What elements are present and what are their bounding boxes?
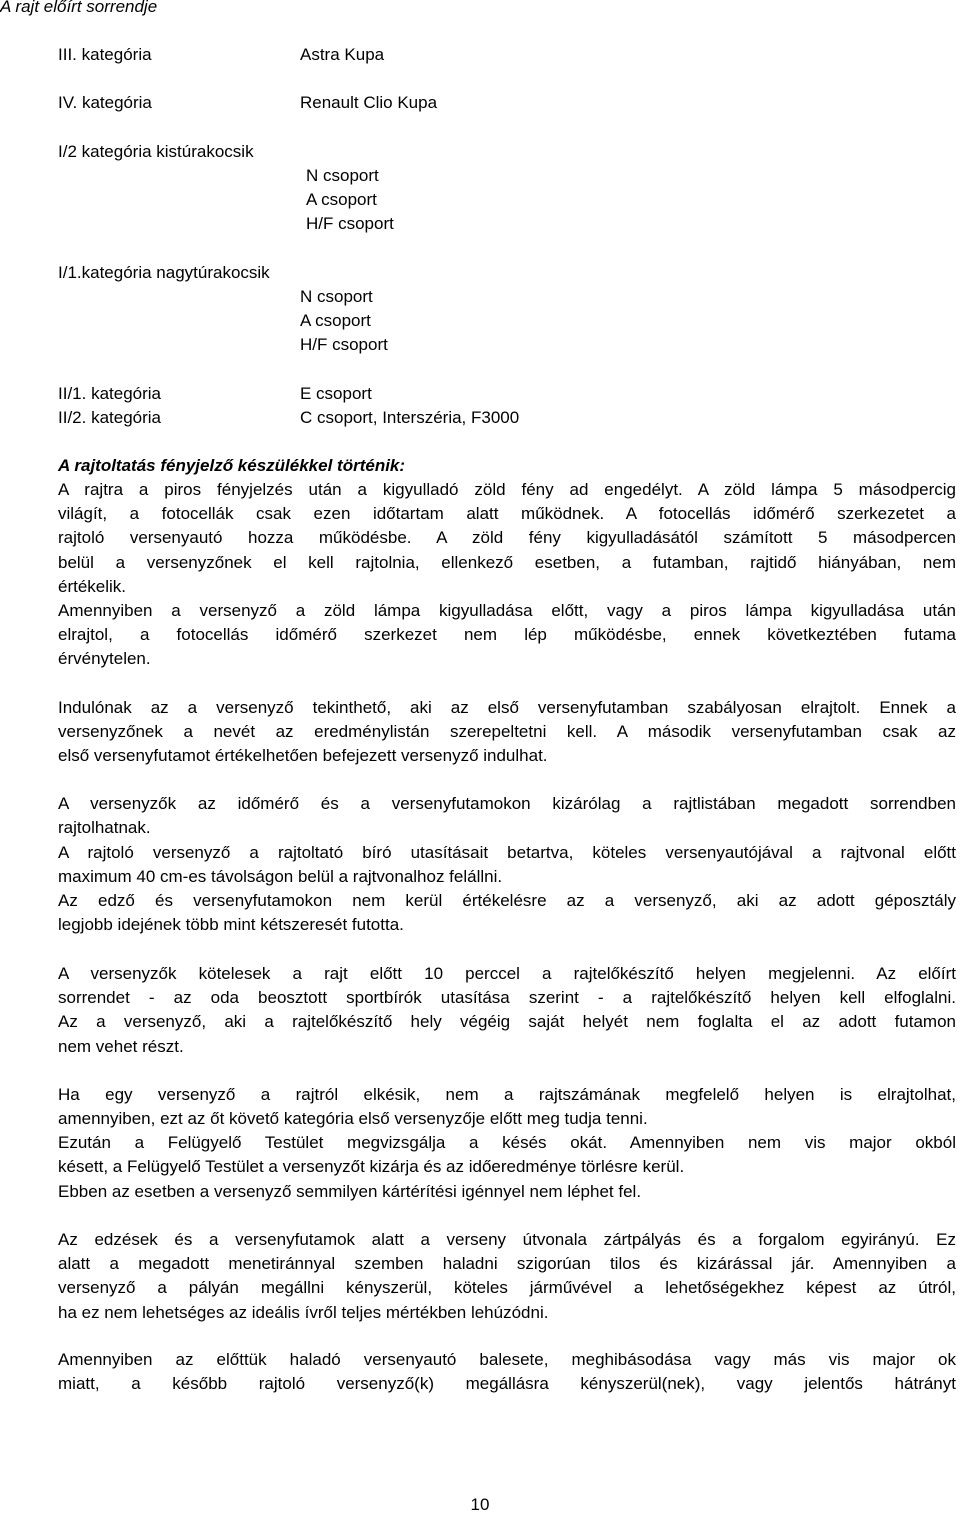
paragraph-line: ha ez nem lehetséges az ideális ívről teljes mértékben lehúzódni. — [58, 1302, 549, 1322]
paragraph — [58, 792, 956, 840]
page-number: 10 — [470, 1495, 490, 1514]
group-item: N csoport — [306, 166, 379, 185]
paragraph-line: elrajtol, a fotocellás időmérő szerkezet nem lép működésbe, ennek következtében futama — [58, 625, 956, 645]
paragraph-line: Indulónak az a versenyző tekinthető, aki az első versenyfutamban szabályosan elrajtolt. Ennek a — [58, 698, 956, 717]
paragraph-line: maximum 40 cm-es távolságon belül a rajtvonalhoz felállni. — [58, 867, 503, 887]
paragraph-line: miatt, a később rajtoló versenyző(k) megállásra kényszerül(nek), vagy jelentős hátrányt — [58, 1374, 956, 1394]
paragraph-line: sorrendet - az oda beosztott sportbírók utasítása szerint - a rajtelőkészítő helyen kell elfoglalni. — [58, 988, 956, 1008]
paragraph-line: Amennyiben a versenyző a zöld lámpa kigyulladása előtt, vagy a piros lámpa kigyulladása után — [58, 601, 956, 620]
category-label: IV. kategória — [58, 93, 152, 112]
group-item: H/F csoport — [300, 335, 388, 354]
paragraph-line: A versenyzők kötelesek a rajt előtt 10 perccel a rajtelőkészítő helyen megjelenni. Az előírt — [58, 964, 956, 983]
category-label: III. kategória — [58, 45, 152, 64]
paragraph — [58, 1131, 956, 1179]
paragraph-line: Az edző és versenyfutamokon nem kerül értékelésre az a versenyző, aki az adott géposztály — [58, 891, 956, 910]
group-item: A csoport — [306, 190, 377, 209]
paragraph — [58, 962, 956, 1059]
group-title: I/1.kategória nagytúrakocsik — [58, 263, 270, 282]
section-title: A rajt előírt sorrendje — [0, 0, 158, 16]
group-title: I/2 kategória kistúrakocsik — [58, 142, 254, 161]
paragraph-line: Ebben az esetben a versenyző semmilyen kártérítési igénnyel nem léphet fel. — [58, 1182, 642, 1201]
start-heading: A rajtoltatás fényjelző készülékkel történik: — [58, 456, 406, 475]
paragraph-line: A rajtra a piros fényjelzés után a kigyulladó zöld fény ad engedélyt. A zöld lámpa 5 másodpercig — [58, 480, 956, 499]
category-value: Renault Clio Kupa — [300, 93, 438, 112]
category-value: Astra Kupa — [300, 45, 385, 64]
group-item: H/F csoport — [306, 214, 394, 233]
paragraph-line: érvénytelen. — [58, 649, 151, 669]
paragraph-line: Az a versenyző, aki a rajtelőkészítő hely végéig saját helyét nem foglalta el az adott futamon — [58, 1012, 956, 1032]
paragraph-line: Amennyiben az előttük haladó versenyautó balesete, meghibásodása vagy más vis major ok — [58, 1350, 956, 1369]
paragraph — [58, 1348, 956, 1396]
paragraph-line: Ha egy versenyző a rajtról elkésik, nem a rajtszámának megfelelő helyen is elrajtolhat, — [58, 1085, 956, 1104]
paragraph-line: rajtolhatnak. — [58, 818, 151, 838]
paragraph-line: A rajtoló versenyző a rajtoltató bíró utasításait betartva, köteles versenyautójával a rajtvonal előtt — [58, 843, 956, 862]
paragraph-line: versenyzőnek a nevét az eredménylistán szerepeltetni kell. A második versenyfutamban csak az — [58, 722, 956, 742]
paragraph — [58, 1228, 956, 1325]
category-label: II/2. kategória — [58, 408, 162, 427]
paragraph-line: rajtoló versenyautó hozza működésbe. A zöld fény kigyulladásától számított 5 másodpercen — [58, 528, 956, 548]
paragraph-line: nem vehet részt. — [58, 1036, 184, 1056]
paragraph — [58, 599, 956, 672]
paragraph-line: belül a versenyzőnek el kell rajtolnia, ellenkező esetben, a futamban, rajtidő hiányában, nem — [58, 552, 956, 572]
paragraph-line: Az edzések és a versenyfutamok alatt a verseny útvonala zártpályás és a forgalom egyirányú. Ez — [58, 1230, 956, 1249]
paragraph-line: első versenyfutamot értékelhetően befejezett versenyző indulhat. — [58, 746, 548, 766]
paragraph-line: értékelik. — [58, 576, 127, 596]
paragraph-line: A versenyzők az időmérő és a versenyfutamokon kizárólag a rajtlistában megadott sorrendben — [58, 794, 956, 813]
paragraph-line: Ezután a Felügyelő Testület megvizsgálja a késés okát. Amennyiben nem vis major okból — [58, 1133, 956, 1152]
paragraph — [58, 1180, 956, 1204]
paragraph-line: legjobb idejének több mint kétszeresét futotta. — [58, 915, 404, 935]
group-item: A csoport — [300, 311, 371, 330]
paragraph-line: késett, a Felügyelő Testület a versenyzőt kizárja és az időeredménye törlésre kerül. — [58, 1157, 685, 1177]
group-item: N csoport — [300, 287, 373, 306]
paragraph — [58, 478, 956, 599]
paragraph — [58, 1083, 956, 1131]
paragraph-line: világít, a fotocellák csak ezen időtartam alatt működnek. A fotocellás időmérő szerkezetet a — [58, 504, 956, 524]
paragraph — [58, 841, 956, 889]
paragraph — [58, 696, 956, 769]
paragraph-line: alatt a megadott menetiránnyal szemben haladni szigorúan tilos és kizárással jár. Amennyiben a — [58, 1254, 956, 1274]
paragraph — [58, 889, 956, 937]
paragraph-line: amennyiben, ezt az őt követő kategória első versenyzője előtt meg tudja tenni. — [58, 1109, 648, 1129]
category-label: II/1. kategória — [58, 384, 162, 403]
category-value: C csoport, Interszéria, F3000 — [300, 408, 520, 427]
category-value: E csoport — [300, 384, 372, 403]
paragraph-line: versenyző a pályán megállni kényszerül, köteles járművével a lehetőségekhez képest az útról, — [58, 1278, 956, 1298]
